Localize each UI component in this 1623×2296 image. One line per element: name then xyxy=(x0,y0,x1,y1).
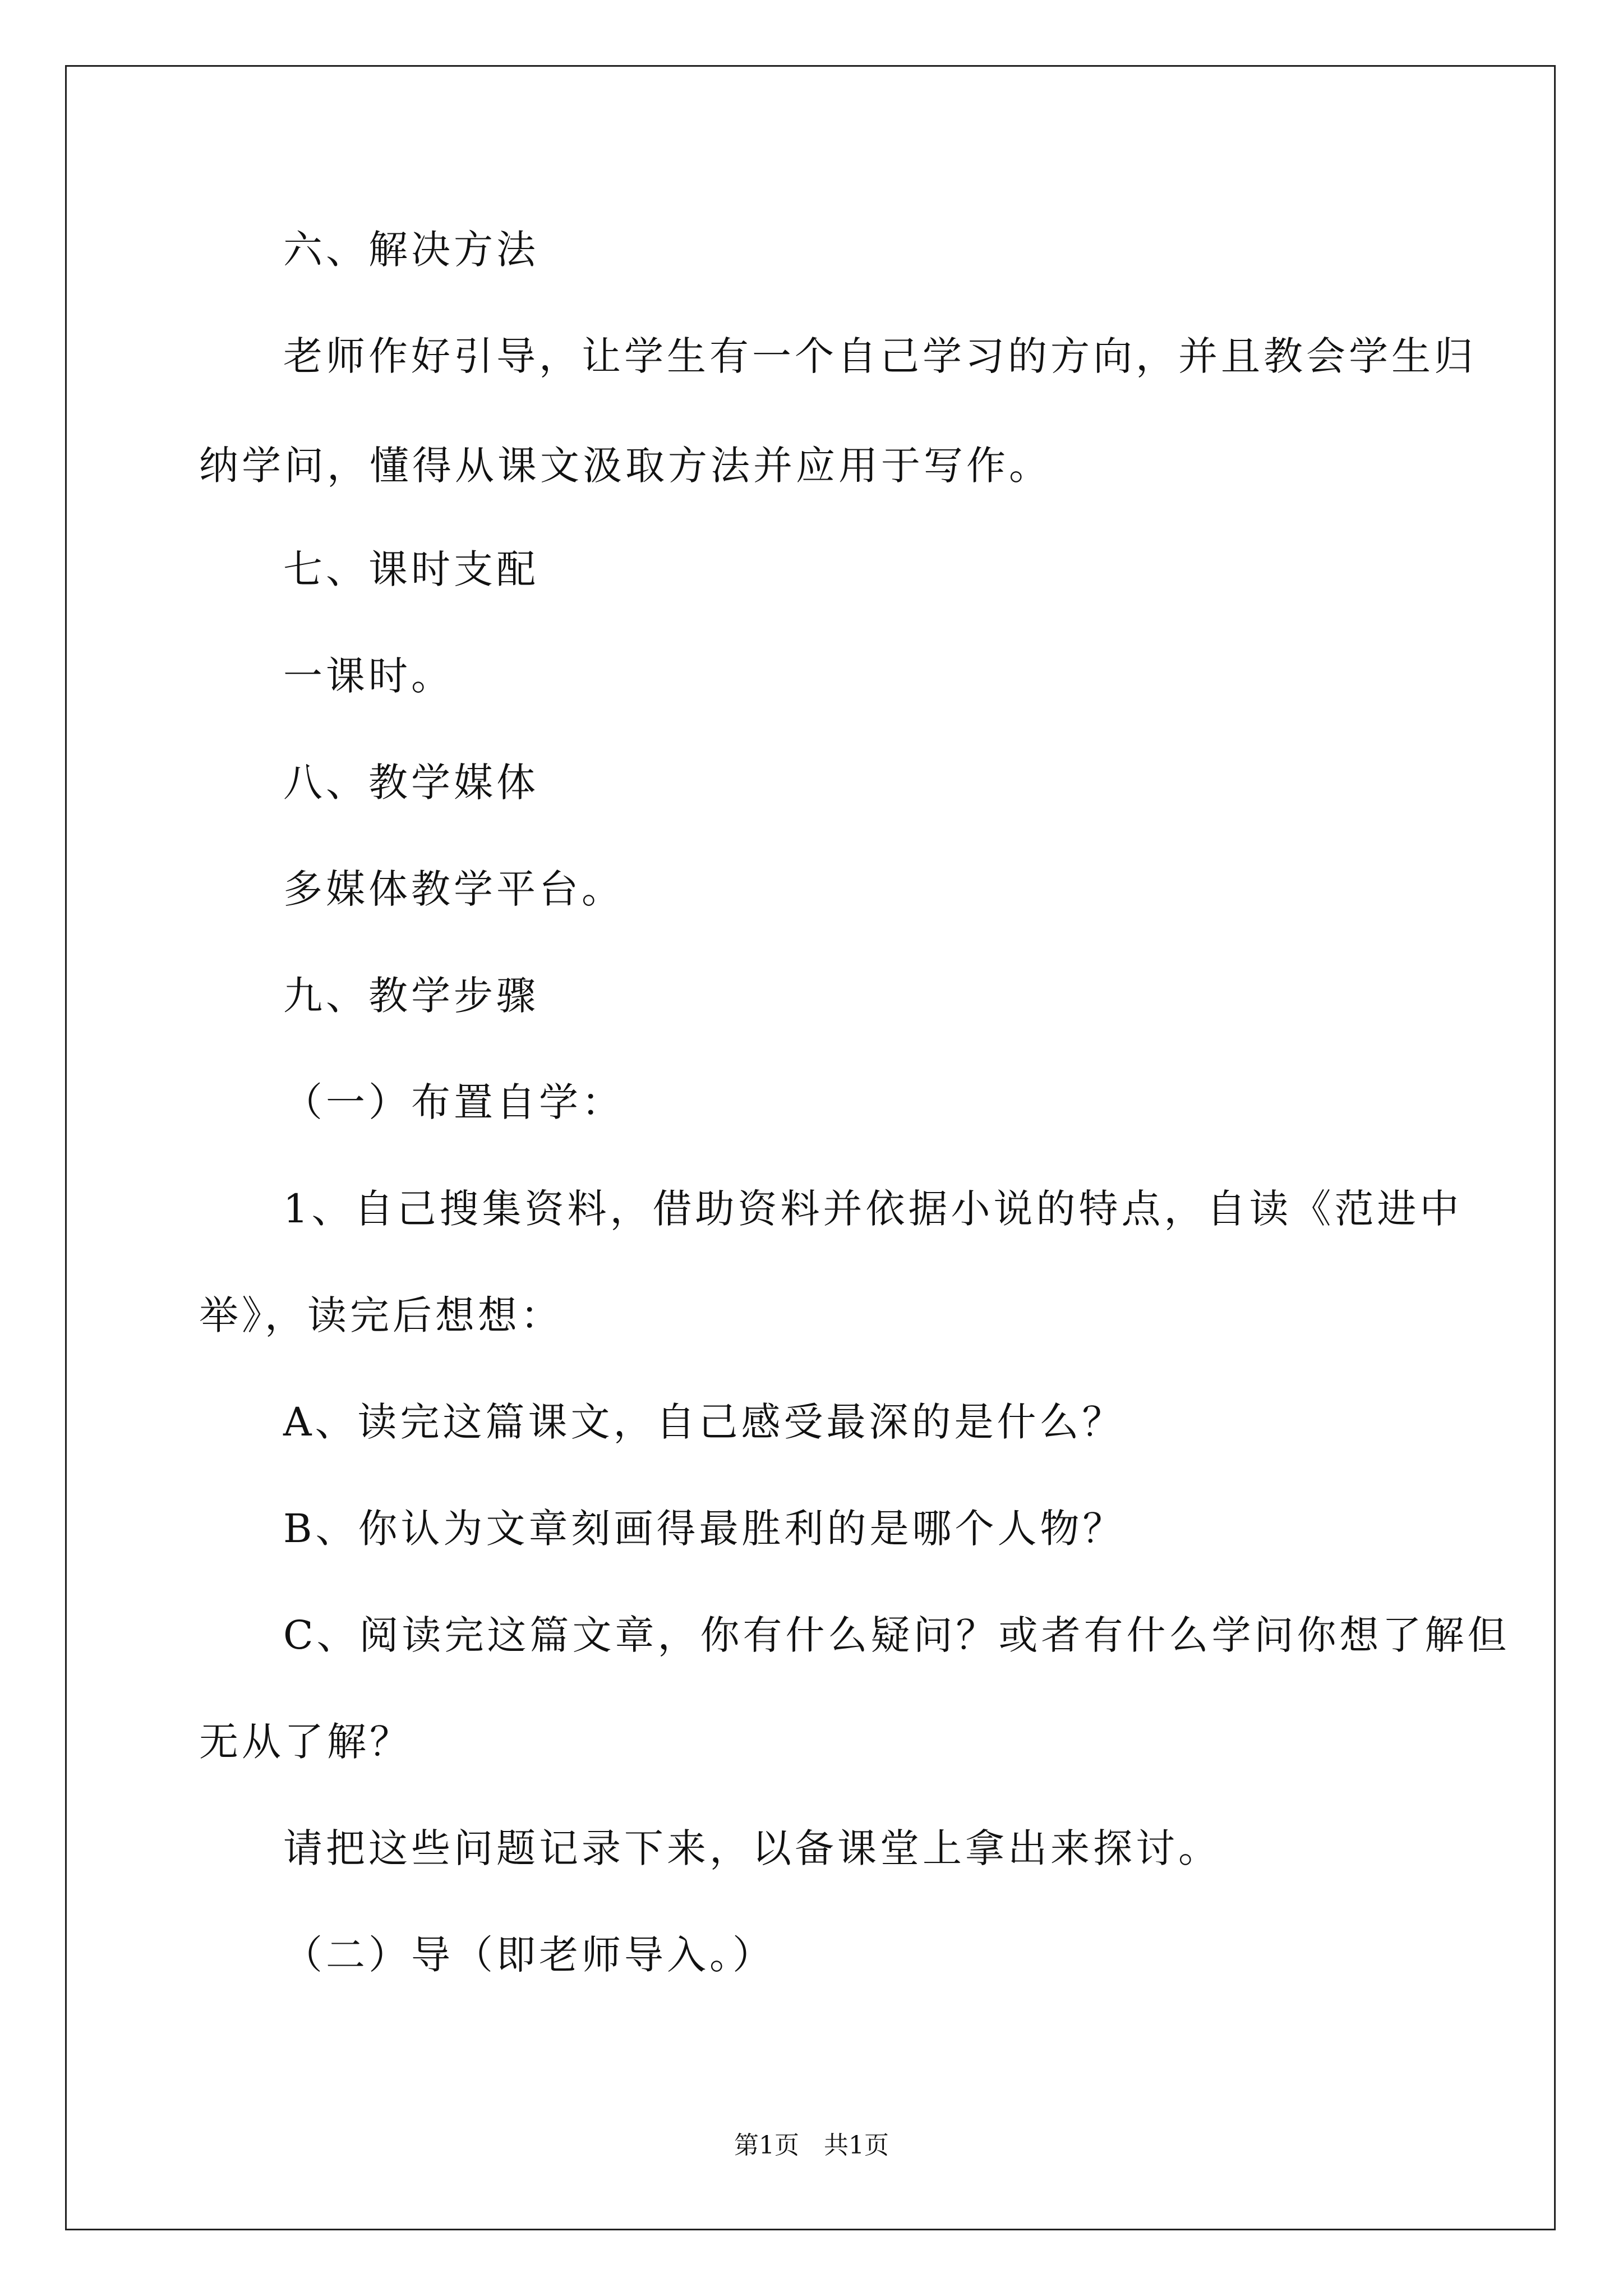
section-heading-9: 九、教学步骤 xyxy=(283,973,539,1019)
question-b: B、你认为文章刻画得最胜利的是哪个人物？ xyxy=(283,1506,1126,1552)
subsection-heading: （二）导（即老师导入。） xyxy=(283,1932,775,1978)
paragraph-line: 1、自己搜集资料，借助资料并依据小说的特点，自读《范进中 xyxy=(283,1186,1463,1232)
section-heading-7: 七、课时支配 xyxy=(283,546,539,592)
question-a: A、读完这篇课文，自己感受最深的是什么？ xyxy=(283,1399,1125,1445)
subsection-heading: （一）布置自学： xyxy=(283,1079,624,1125)
question-c: C、阅读完这篇文章，你有什么疑问？或者有什么学问你想了解但 xyxy=(283,1612,1510,1658)
paragraph-line: 一课时。 xyxy=(283,653,454,699)
section-heading-8: 八、教学媒体 xyxy=(283,760,539,806)
paragraph-line: 请把这些问题记录下来，以备课堂上拿出来探讨。 xyxy=(283,1825,1221,1871)
page-number-footer: 第1页 共1页 xyxy=(734,2131,889,2160)
page-border xyxy=(65,65,1556,2230)
section-heading-6: 六、解决方法 xyxy=(283,227,539,273)
paragraph-line: 无从了解？ xyxy=(199,1719,412,1765)
paragraph-line: 举》，读完后想想： xyxy=(199,1292,563,1338)
paragraph-line: 老师作好引导，让学生有一个自己学习的方向，并且教会学生归 xyxy=(283,333,1477,379)
paragraph-line: 纳学问，懂得从课文汲取方法并应用于写作。 xyxy=(199,443,1052,489)
paragraph-line: 多媒体教学平台。 xyxy=(283,866,624,912)
